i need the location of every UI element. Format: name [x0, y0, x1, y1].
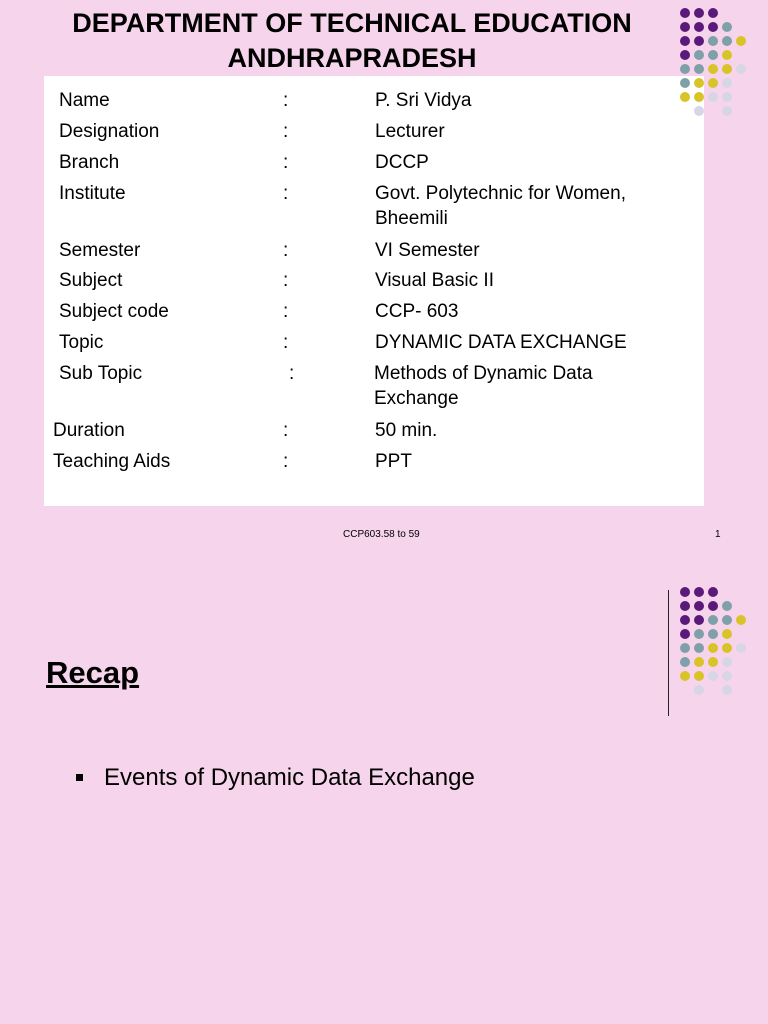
decorative-dot — [680, 92, 690, 102]
decorative-dot — [736, 615, 746, 625]
decorative-dot — [694, 671, 704, 681]
decorative-dot — [736, 643, 746, 653]
decorative-dot — [680, 643, 690, 653]
slide-title — [22, 6, 682, 76]
decorative-dot — [694, 643, 704, 653]
decorative-dot — [736, 64, 746, 74]
decorative-dot — [736, 36, 746, 46]
decorative-dot — [708, 22, 718, 32]
value: Govt. Polytechnic for Women, Bheemili — [375, 183, 626, 229]
decorative-dot — [722, 629, 732, 639]
decorative-dot — [694, 601, 704, 611]
decorative-dot — [722, 106, 732, 116]
decorative-dot — [708, 50, 718, 60]
label: Institute — [59, 183, 126, 204]
separator: : — [283, 270, 289, 291]
decorative-dot — [708, 643, 718, 653]
decorative-dot — [708, 8, 718, 18]
decorative-dot-grid-bottom — [680, 587, 760, 707]
decorative-dot — [722, 78, 732, 88]
label: Branch — [59, 152, 120, 173]
decorative-dot — [708, 601, 718, 611]
decorative-dot — [722, 685, 732, 695]
decorative-dot — [694, 587, 704, 597]
decorative-dot — [708, 671, 718, 681]
decorative-dot — [708, 587, 718, 597]
value: DYNAMIC DATA EXCHANGE — [375, 332, 627, 353]
decorative-dot — [694, 64, 704, 74]
separator: : — [283, 240, 289, 261]
decorative-dot — [680, 78, 690, 88]
label: Teaching Aids — [53, 451, 171, 472]
decorative-dot — [722, 643, 732, 653]
label: Duration — [53, 420, 125, 441]
label: Subject — [59, 270, 123, 291]
decorative-dot — [694, 50, 704, 60]
value: Visual Basic II — [375, 270, 494, 291]
decorative-dot-grid-top — [680, 8, 760, 128]
decorative-dot — [708, 78, 718, 88]
value: DCCP — [375, 152, 429, 173]
decorative-dot — [722, 92, 732, 102]
decorative-dot — [708, 92, 718, 102]
title-line-2: ANDHRAPRADESH — [227, 43, 477, 73]
label: Designation — [59, 121, 160, 142]
bullet-square-icon — [76, 774, 83, 781]
decorative-dot — [680, 615, 690, 625]
title-line-1: DEPARTMENT OF TECHNICAL EDUCATION — [72, 8, 632, 38]
value: 50 min. — [375, 420, 438, 441]
label: Semester — [59, 240, 141, 261]
decorative-dot — [680, 601, 690, 611]
decorative-dot — [722, 36, 732, 46]
decorative-dot — [722, 615, 732, 625]
decorative-dot — [694, 8, 704, 18]
separator: : — [283, 152, 289, 173]
page-number: 1 — [715, 529, 721, 540]
value: PPT — [375, 451, 412, 472]
decorative-dot — [680, 64, 690, 74]
separator: : — [283, 332, 289, 353]
decorative-dot — [722, 601, 732, 611]
separator: : — [283, 90, 289, 111]
decorative-dot — [694, 36, 704, 46]
footer-code: CCP603.58 to 59 — [343, 529, 420, 540]
decorative-dot — [680, 657, 690, 667]
decorative-dot — [680, 671, 690, 681]
decorative-dot — [680, 36, 690, 46]
decorative-dot — [708, 629, 718, 639]
decorative-dot — [694, 78, 704, 88]
label: Subject code — [59, 301, 169, 322]
decorative-dot — [708, 64, 718, 74]
recap-heading: Recap — [46, 655, 140, 690]
decorative-dot — [680, 22, 690, 32]
bullet-text: Events of Dynamic Data Exchange — [104, 764, 475, 791]
decorative-dot — [694, 657, 704, 667]
value: P. Sri Vidya — [375, 90, 472, 111]
decorative-dot — [722, 22, 732, 32]
value: VI Semester — [375, 240, 480, 261]
separator: : — [283, 420, 289, 441]
decorative-dot — [694, 685, 704, 695]
separator: : — [283, 301, 289, 322]
label: Name — [59, 90, 110, 111]
decorative-dot — [722, 671, 732, 681]
decorative-dot — [708, 657, 718, 667]
decorative-dot — [680, 587, 690, 597]
decorative-dot — [680, 8, 690, 18]
decorative-dot — [680, 50, 690, 60]
decorative-dot — [694, 22, 704, 32]
decorative-dot — [708, 615, 718, 625]
divider-line — [668, 590, 669, 716]
decorative-dot — [722, 657, 732, 667]
info-box — [44, 76, 704, 506]
separator: : — [283, 183, 289, 204]
decorative-dot — [694, 92, 704, 102]
decorative-dot — [680, 629, 690, 639]
decorative-dot — [722, 64, 732, 74]
value: Lecturer — [375, 121, 445, 142]
value: Methods of Dynamic Data Exchange — [374, 363, 593, 409]
decorative-dot — [722, 50, 732, 60]
label: Topic — [59, 332, 104, 353]
decorative-dot — [708, 36, 718, 46]
decorative-dot — [694, 629, 704, 639]
label: Sub Topic — [59, 363, 143, 384]
separator: : — [289, 363, 295, 384]
decorative-dot — [694, 106, 704, 116]
value: CCP- 603 — [375, 301, 459, 322]
separator: : — [283, 121, 289, 142]
decorative-dot — [694, 615, 704, 625]
separator: : — [283, 451, 289, 472]
